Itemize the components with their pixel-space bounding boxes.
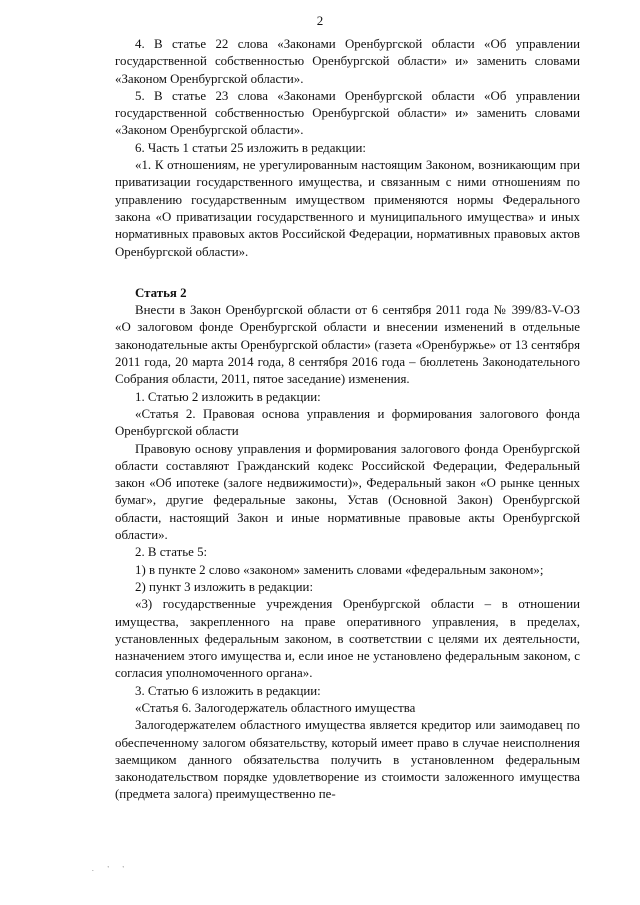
article2-title: Статья 2: [135, 285, 187, 300]
page-number: 2: [316, 13, 324, 28]
article2-point-3-quote-title: «Статья 6. Залогодержатель областного имущества: [135, 700, 416, 715]
article2-intro: Внести в Закон Оренбургской области от 6 сентября 2011 года № 399/83-V-ОЗ «О залоговом фонде Оренбургской области и внесении изменений в отдельные законодательные акты Оренбургской области» (газета «Оренбуржье» от 13 сентября 2011 года, 20 марта 2014 года, 8 сентября 2016 года – бюллетень Законодательного Собрания области, 2011, пятое заседание) изменения.: [115, 303, 580, 387]
article2-point-1: 1. Статью 2 изложить в редакции:: [135, 389, 321, 404]
article1-item-6: 6. Часть 1 статьи 25 изложить в редакции:: [135, 140, 366, 155]
article2-point-3-quote-text: Залогодержателем областного имущества является кредитор или заимодавец по обеспеченному залогом обязательству, который имеет право в случае неисполнения заемщиком данного обязательства получить в установленном федеральным законодательством порядке удовлетворение из стоимости заложенного имущества (предмета залога) преимущественно пе-: [115, 718, 580, 802]
article1-item-6-quote: «1. К отношениям, не урегулированным настоящим Законом, возникающим при приватизации государственного имущества, и связанным с ними отношениям по управлению государственным имуществом применяются нормы Федерального закона «О приватизации государственного и муниципального имущества» и иных нормативных правовых актов Российской Федерации, нормативных правовых актов Оренбургской области».: [115, 158, 580, 259]
article2-point-2-sub-1: 1) в пункте 2 слово «законом» заменить словами «федеральным законом»;: [135, 562, 544, 577]
article2-point-1-quote-title: «Статья 2. Правовая основа управления и формирования залогового фонда Оренбургской области: [115, 406, 580, 439]
article2-point-2: 2. В статье 5:: [135, 545, 208, 560]
article2-point-3: 3. Статью 6 изложить в редакции:: [135, 683, 321, 698]
article1-item-4: 4. В статье 22 слова «Законами Оренбургской области «Об управлении государственной собственностью Оренбургской области» и» заменить словами «Законом Оренбургской области».: [115, 37, 580, 86]
article1-item-5: 5. В статье 23 слова «Законами Оренбургской области «Об управлении государственной собственностью Оренбургской области» и» заменить словами «Законом Оренбургской области».: [115, 88, 580, 138]
article2-point-2-sub-2: 2) пункт 3 изложить в редакции:: [135, 579, 314, 594]
article2-point-2-sub-2-quote: «3) государственные учреждения Оренбургской области – в отношении имущества, закрепленного на праве оперативного управления, в пределах, установленных федеральным законом, в соответствии с целями их деятельности, назначением этого имущества и, если иное не установлено федеральным законом, с согласия уполномоченного органа».: [115, 597, 580, 681]
scan-artifact: . ' ': [92, 865, 130, 873]
article2-point-1-quote-text: Правовую основу управления и формирования залогового фонда Оренбургской области составляют Гражданский кодекс Российской Федерации, Федеральный закон «Об ипотеке (залоге недвижимости)», Федеральный закон «О рынке ценных бумаг», другие федеральные законы, Устав (Основной Закон) Оренбургской области, настоящий Закон и иные нормативные правовые акты Оренбургской области».: [115, 441, 580, 543]
document-body: [115, 36, 580, 804]
